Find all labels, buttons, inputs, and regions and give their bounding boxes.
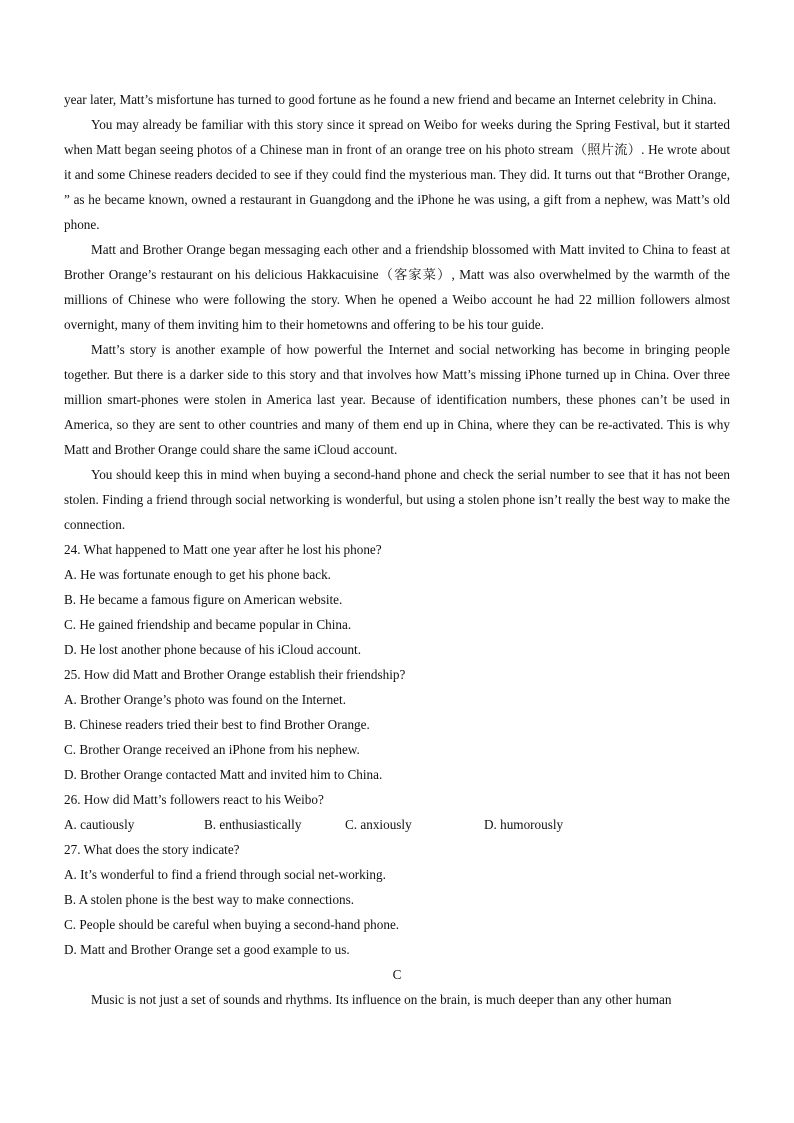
option-d: D. He lost another phone because of his iCloud account. bbox=[64, 642, 362, 657]
question-stem: 26. How did Matt’s followers react to his Weibo? bbox=[64, 792, 324, 807]
passage-paragraph-2: Matt and Brother Orange began messaging each other and a friendship blossomed with Matt invited to China to feast at Brother Orange’s restaurant on his delicious Hakkacuisine（客家菜）, Matt was also overwhelmed by the warmth of the millions of Chinese who were following the story. When he opened a Weibo account he had 22 million followers almost overnight, many of them inviting him to their hometowns and offering to be his tour guide. bbox=[64, 242, 730, 332]
option-c: C. anxiously bbox=[345, 817, 412, 832]
question-stem: 24. What happened to Matt one year after he lost his phone? bbox=[64, 542, 382, 557]
passage-paragraph-4: You should keep this in mind when buying a second-hand phone and check the serial number to see that it has not been stolen. Finding a friend through social networking is wonderful, but using a stolen phone isn’t really the best way to make the connection. bbox=[64, 467, 730, 532]
option-c: C. He gained friendship and became popular in China. bbox=[64, 617, 352, 632]
option-a: A. cautiously bbox=[64, 817, 135, 832]
question-24 bbox=[64, 537, 730, 662]
option-a: A. Brother Orange’s photo was found on the Internet. bbox=[64, 692, 346, 707]
passage-paragraph-1: You may already be familiar with this story since it spread on Weibo for weeks during the Spring Festival, but it started when Matt began seeing photos of a Chinese man in front of an orange tree on his photo stream（照片流）. He wrote about it and some Chinese readers decided to see if they could find the mysterious man. They did. It turns out that “Brother Orange, ” as he became known, owned a restaurant in Guangdong and the iPhone he was using, a gift from a nephew, was Matt’s old phone. bbox=[64, 117, 730, 232]
section-c-first-line: Music is not just a set of sounds and rhythms. Its influence on the brain, is much deeper than any other human bbox=[91, 992, 672, 1007]
option-a: A. It’s wonderful to find a friend through social net-working. bbox=[64, 867, 386, 882]
question-25 bbox=[64, 662, 730, 787]
option-d: D. humorously bbox=[484, 817, 564, 832]
option-b: B. enthusiastically bbox=[204, 817, 302, 832]
option-b: B. Chinese readers tried their best to find Brother Orange. bbox=[64, 717, 370, 732]
question-stem: 27. What does the story indicate? bbox=[64, 842, 240, 857]
document-page bbox=[64, 87, 730, 1012]
passage-paragraph-0: year later, Matt’s misfortune has turned to good fortune as he found a new friend and became an Internet celebrity in China. bbox=[64, 92, 717, 107]
option-c: C. People should be careful when buying a second-hand phone. bbox=[64, 917, 400, 932]
section-heading: C bbox=[392, 967, 402, 982]
option-c: C. Brother Orange received an iPhone from his nephew. bbox=[64, 742, 360, 757]
question-stem: 25. How did Matt and Brother Orange establish their friendship? bbox=[64, 667, 406, 682]
option-b: B. A stolen phone is the best way to make connections. bbox=[64, 892, 355, 907]
options-row bbox=[64, 812, 730, 837]
passage-paragraph-3: Matt’s story is another example of how powerful the Internet and social networking has become in bringing people together. But there is a darker side to this story and that involves how Matt’s missing iPhone turned up in China. Over three million smart-phones were stolen in America last year. Because of identification numbers, these phones can’t be used in America, so they are sent to other countries and many of them end up in China, where they can be re-activated. This is why Matt and Brother Orange could share the same iCloud account. bbox=[64, 342, 730, 457]
option-d: D. Brother Orange contacted Matt and invited him to China. bbox=[64, 767, 383, 782]
option-b: B. He became a famous figure on American website. bbox=[64, 592, 343, 607]
option-a: A. He was fortunate enough to get his phone back. bbox=[64, 567, 331, 582]
question-26 bbox=[64, 787, 730, 837]
option-d: D. Matt and Brother Orange set a good example to us. bbox=[64, 942, 350, 957]
question-27 bbox=[64, 837, 730, 962]
